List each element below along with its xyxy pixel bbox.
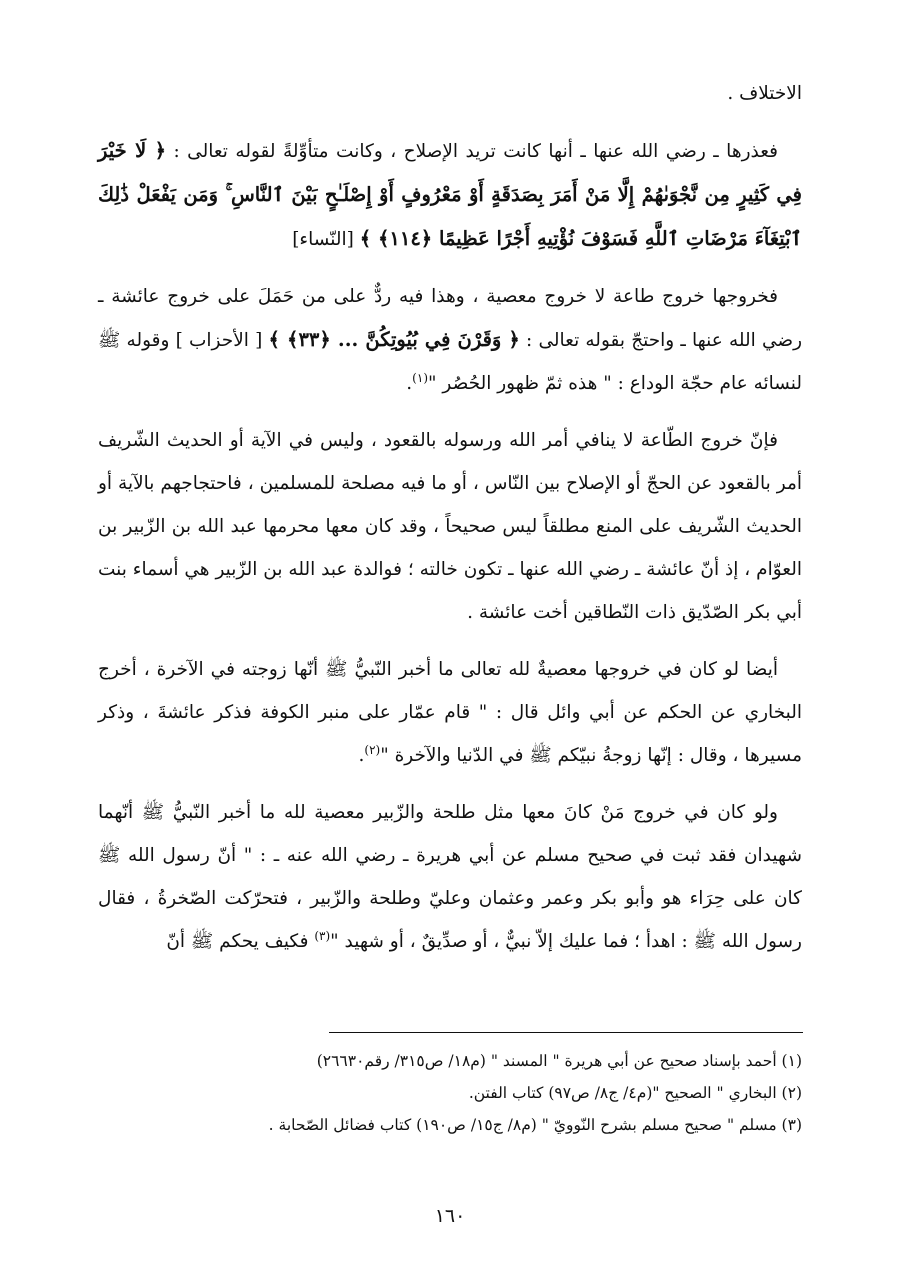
footnote-3: (٣) مسلم " صحيح مسلم بشرح النّوويّ " (م٨/ ج١٥/ ص١٩٠) كتاب فضائل الصّحابة . [268,1116,802,1134]
footnote-separator [329,1032,803,1033]
main-text [98,72,802,977]
paragraph-4-text: أيضا لو كان في خروجها معصيةٌ لله تعالى ما أخبر النّبيُّ ﷺ أنّها زوجته في الآخرة ، أخرج البخاري عن الحكم عن أبي وائل قال : " قام عمّار على منبر الكوفة فذكر عائشةَ ، وذكر مسيرها ، وقال : إنّها زوجةُ نبيّكم ﷺ في الدّنيا والآخرة " [98,659,802,766]
paragraph-5 [98,791,802,963]
paragraph-2-part1: فخروجها خروج طاعة لا خروج معصية ، وهذا فيه ردٌّ على من حَمَلَ على خروج عائشة ـ رضي الله عنها ـ واحتجّ بقوله تعالى : [98,286,803,351]
footnotes [98,1045,802,1141]
paragraph-4 [98,648,802,777]
paragraph-2-part2: وقوله ﷺ لنسائه عام حجّة الوداع : " هذه ثمّ ظهور الحُصُر " [98,330,802,394]
paragraph-1 [98,129,802,261]
footnote-marker-2[interactable]: (٢) [364,742,381,757]
footnote-marker-1[interactable]: (١) [412,370,428,385]
paragraph-3: فإنّ خروج الطّاعة لا ينافي أمر الله ورسوله بالقعود ، وليس في الآية أو الحديث الشّريف أمر بالقعود عن الحجّ أو الإصلاح بين النّاس ، أو ما فيه مصلحة للمسلمين ، فاحتجاجهم بالآية أو الحديث الشّريف على المنع مطلقاً ليس صحيحاً ، وقد كان معها محرمها عبد الله بن الزّبير بن العوّام ، إذ أنّ عائشة ـ رضي الله عنها ـ تكون خالته ؛ فوالدة عبد الله بن الزّبير هي أسماء بنت أبي بكر الصّدّيق ذات النّطاقين أخت عائشة . [98,430,802,623]
quran-verse-nisa: ﴿ لَا خَيْرَ فِي كَثِيرٍ مِن نَّجْوَىٰهُمْ إِلَّا مَنْ أَمَرَ بِصَدَقَةٍ أَوْ مَعْرُوفٍ أَوْ إِصْلَـٰحٍ بَيْنَ ٱلنَّاسِ ۚ وَمَن يَفْعَلْ ذَٰلِكَ ٱبْتِغَآءَ مَرْضَاتِ ٱللَّهِ فَسَوْفَ نُؤْتِيهِ أَجْرًا عَظِيمًا ﴿١١٤﴾ ﴾ [98,139,802,250]
paragraph-4-end: . [358,745,365,766]
footnote-2: (٢) البخاري " الصحيح "(م٤/ ج٨/ ص٩٧) كتاب الفتن. [468,1084,802,1102]
surah-reference-ahzab: [ الأحزاب ] [175,330,269,351]
surah-reference-nisa: [النّساء] [292,229,360,250]
quran-verse-ahzab: ﴿ وَقَرْنَ فِي بُيُوتِكُنَّ ... ﴿٣٣﴾ ﴾ [268,328,520,351]
paragraph-5-end: فكيف يحكم ﷺ أنّ [166,931,315,952]
paragraph-5-text: ولو كان في خروج مَنْ كانَ معها مثل طلحة والزّبير معصية لله ما أخبر النّبيُّ ﷺ أنّهما شهيدان فقد ثبت في صحيح مسلم عن أبي هريرة ـ رضي الله عنه ـ : " أنّ رسول الله ﷺ كان على حِرَاء هو وأبو بكر وعمر وعثمان وعليّ وطلحة والزّبير ، فتحرّكت الصّخرةُ ، فقال رسول الله ﷺ : اهدأ ؛ فما عليك إلاّ نبيٌّ ، أو صدِّيقٌ ، أو شهيد " [98,802,802,952]
paragraph-2-end: . [406,373,413,394]
footnote-marker-3[interactable]: (٣) [314,928,331,943]
paragraph-2 [98,275,802,405]
page-number: ١٦٠ [434,1205,466,1227]
paragraph-1-intro: فعذرها ـ رضي الله عنها ـ أنها كانت تريد الإصلاح ، وكانت متأوِّلةً لقوله تعالى : [166,141,778,162]
header-line: الاختلاف . [727,83,802,104]
footnote-1: (١) أحمد بإسناد صحيح عن أبي هريرة " المسند " (م١٨/ ص٣١٥/ رقم٢٦٦٣٠) [316,1052,802,1070]
